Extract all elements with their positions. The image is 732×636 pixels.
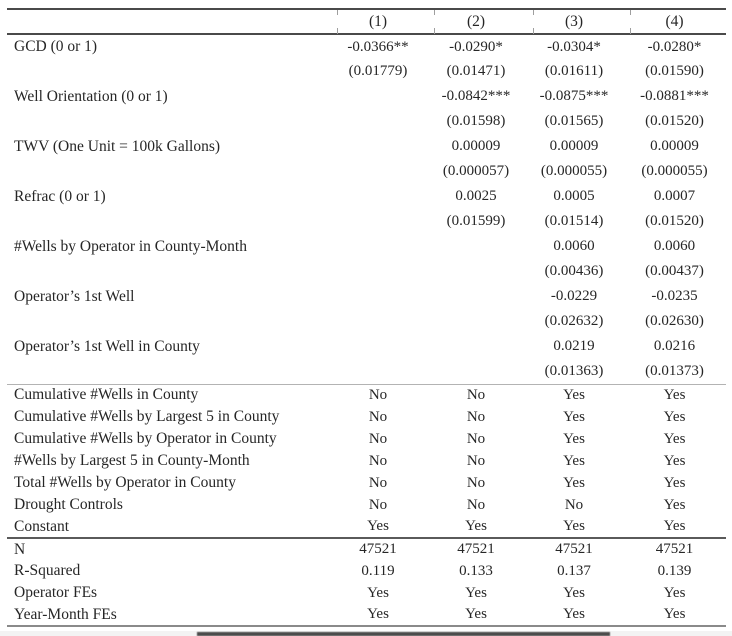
row-label-empty <box>7 109 329 134</box>
control-value-cell: No <box>466 430 486 447</box>
row-label: Cumulative #Wells by Largest 5 in County <box>14 408 280 425</box>
se-cell: (0.02630) <box>645 313 704 329</box>
se-cell: (0.01565) <box>544 113 604 129</box>
row-label-empty <box>7 309 329 334</box>
coef-cell <box>329 284 427 309</box>
control-value-cell: Yes <box>663 386 686 403</box>
row-label: Year-Month FEs <box>14 605 117 623</box>
control-row <box>7 494 726 516</box>
control-value-cell: No <box>368 452 388 469</box>
coef-cell: 0.0060 <box>653 238 696 254</box>
regression-results-table <box>7 8 726 627</box>
control-value-cell: Yes <box>663 496 686 513</box>
control-value-cell: Yes <box>663 518 686 534</box>
se-cell: (0.01514) <box>544 213 604 229</box>
stat-value-cell: Yes <box>563 584 585 601</box>
row-label-empty <box>7 359 329 384</box>
row-label: #Wells by Largest 5 in County-Month <box>14 452 250 469</box>
stat-value-cell: 0.119 <box>361 562 395 579</box>
col-header-4: (4) <box>665 12 684 30</box>
coef-row <box>7 84 726 109</box>
coef-cell: -0.0290* <box>449 38 503 55</box>
se-cell: (0.01611) <box>544 63 604 79</box>
row-label: Drought Controls <box>14 496 123 513</box>
se-row <box>7 159 726 184</box>
control-value-cell: Yes <box>663 474 686 491</box>
control-value-cell: Yes <box>563 452 585 469</box>
row-label: Operator’s 1st Well in County <box>14 337 200 355</box>
se-cell <box>329 259 427 284</box>
control-value-cell: No <box>368 496 388 513</box>
control-value-cell: No <box>466 408 486 425</box>
stat-value-cell: Yes <box>663 584 686 601</box>
stat-value-cell: 47521 <box>555 541 593 557</box>
stat-row <box>7 582 726 604</box>
row-label: Cumulative #Wells by Operator in County <box>14 430 277 447</box>
coef-cell: -0.0881*** <box>640 88 709 104</box>
row-label: Operator’s 1st Well <box>14 287 135 305</box>
header-label-cell <box>7 9 329 34</box>
coef-cell: 0.0007 <box>653 188 696 204</box>
stat-value-cell: Yes <box>367 606 389 622</box>
table-header-row <box>7 9 726 34</box>
coef-cell: 0.0060 <box>553 238 595 254</box>
stat-value-cell: Yes <box>663 606 686 622</box>
se-cell: (0.01590) <box>645 63 704 79</box>
coef-row <box>7 284 726 309</box>
se-cell <box>427 359 525 384</box>
control-value-cell: Yes <box>367 518 389 534</box>
se-cell <box>329 109 427 134</box>
control-value-cell: Yes <box>563 386 585 403</box>
row-label: N <box>14 540 26 558</box>
control-row <box>7 516 726 538</box>
cutoff-content-bar <box>197 632 610 636</box>
se-cell: (0.02632) <box>544 313 604 329</box>
coef-cell: -0.0366** <box>347 38 409 55</box>
stat-row <box>7 560 726 582</box>
coef-cell: -0.0229 <box>550 288 598 304</box>
column-tick <box>533 28 534 34</box>
coef-cell: -0.0842*** <box>441 88 511 104</box>
column-tick <box>630 10 631 15</box>
column-tick <box>434 10 435 15</box>
coef-cell: -0.0235 <box>651 288 698 304</box>
row-label: Total #Wells by Operator in County <box>14 474 236 491</box>
control-value-cell: No <box>368 386 388 403</box>
coef-cell: -0.0280* <box>647 38 702 55</box>
se-cell: (0.01779) <box>348 63 408 79</box>
row-label: Operator FEs <box>14 584 98 601</box>
stat-value-cell: 0.139 <box>657 562 692 579</box>
row-label: Refrac (0 or 1) <box>14 187 106 205</box>
row-label: Cumulative #Wells in County <box>14 386 199 404</box>
control-value-cell: Yes <box>563 408 585 425</box>
coef-row <box>7 334 726 359</box>
control-value-cell: No <box>466 496 486 513</box>
col-header-3: (3) <box>564 12 584 30</box>
coef-cell: 0.0005 <box>553 188 595 204</box>
coef-cell: -0.0875*** <box>539 88 609 104</box>
stat-value-cell: 47521 <box>655 541 694 557</box>
se-cell: (0.000055) <box>641 163 708 179</box>
row-label: GCD (0 or 1) <box>14 38 98 55</box>
se-cell: (0.01598) <box>446 113 506 129</box>
se-cell: (0.01471) <box>446 63 506 79</box>
se-row <box>7 359 726 384</box>
stat-value-cell: Yes <box>465 606 487 622</box>
control-value-cell: No <box>368 474 388 491</box>
se-row <box>7 59 726 84</box>
coef-row <box>7 34 726 59</box>
control-value-cell: No <box>564 496 584 513</box>
se-cell <box>427 259 525 284</box>
se-cell: (0.01599) <box>446 213 506 229</box>
column-tick <box>337 10 338 15</box>
stat-value-cell: Yes <box>465 584 487 601</box>
coef-cell: 0.0219 <box>553 338 595 354</box>
row-label: R-Squared <box>14 562 81 579</box>
se-cell: (0.00437) <box>645 263 704 279</box>
control-row <box>7 428 726 450</box>
stat-value-cell: 47521 <box>457 541 495 557</box>
column-tick <box>630 28 631 34</box>
control-row <box>7 406 726 428</box>
control-value-cell: Yes <box>465 518 487 534</box>
coef-cell: 0.0025 <box>455 188 497 204</box>
se-cell: (0.01363) <box>544 362 604 379</box>
coef-cell: 0.0216 <box>653 338 696 354</box>
control-row <box>7 472 726 494</box>
coef-cell <box>427 234 525 259</box>
control-value-cell: Yes <box>563 518 585 534</box>
row-label: Well Orientation (0 or 1) <box>14 87 168 105</box>
se-cell: (0.00436) <box>544 263 604 279</box>
stat-row <box>7 604 726 626</box>
coef-row <box>7 234 726 259</box>
coef-cell: 0.00009 <box>451 138 501 154</box>
control-value-cell: No <box>368 408 388 425</box>
coef-cell <box>329 84 427 109</box>
coef-row <box>7 184 726 209</box>
row-label: Constant <box>14 517 70 535</box>
control-value-cell: Yes <box>563 474 585 491</box>
se-cell <box>329 159 427 184</box>
se-cell <box>329 359 427 384</box>
stat-value-cell: Yes <box>367 584 389 601</box>
column-tick <box>337 28 338 34</box>
se-row <box>7 259 726 284</box>
se-cell <box>427 309 525 334</box>
control-value-cell: Yes <box>663 452 686 469</box>
control-value-cell: Yes <box>563 430 585 447</box>
stat-value-cell: 0.133 <box>459 562 493 579</box>
control-row <box>7 450 726 472</box>
coef-cell <box>329 234 427 259</box>
coef-cell: 0.00009 <box>650 138 699 154</box>
se-row <box>7 309 726 334</box>
coef-cell <box>427 334 525 359</box>
row-label-empty <box>7 259 329 284</box>
se-cell: (0.01373) <box>645 362 704 379</box>
coef-cell <box>329 334 427 359</box>
se-row <box>7 109 726 134</box>
coef-row <box>7 134 726 159</box>
control-value-cell: No <box>466 452 486 469</box>
control-value-cell: Yes <box>663 408 686 425</box>
se-cell <box>329 309 427 334</box>
se-cell: (0.01520) <box>645 213 704 229</box>
control-value-cell: Yes <box>663 430 686 447</box>
se-cell: (0.000057) <box>442 163 510 179</box>
col-header-2: (2) <box>466 12 486 30</box>
control-value-cell: No <box>466 386 486 403</box>
row-label-empty <box>7 59 329 84</box>
coef-cell: -0.0304* <box>547 38 601 55</box>
column-tick <box>533 10 534 15</box>
row-label-empty <box>7 159 329 184</box>
column-tick <box>434 28 435 34</box>
coef-cell: 0.00009 <box>549 138 599 154</box>
control-value-cell: No <box>368 430 388 447</box>
stat-row <box>7 538 726 560</box>
coef-cell <box>329 134 427 159</box>
row-label: TWV (One Unit = 100k Gallons) <box>14 137 221 155</box>
se-row <box>7 209 726 234</box>
col-header-1: (1) <box>368 12 388 30</box>
control-row <box>7 384 726 406</box>
row-label: #Wells by Operator in County-Month <box>14 237 247 255</box>
se-cell <box>329 209 427 234</box>
stat-value-cell: 47521 <box>359 541 397 557</box>
se-cell: (0.000055) <box>540 163 608 179</box>
row-label-empty <box>7 209 329 234</box>
control-value-cell: No <box>466 474 486 491</box>
coef-cell <box>329 184 427 209</box>
coef-cell <box>427 284 525 309</box>
stat-value-cell: Yes <box>563 606 585 622</box>
stat-value-cell: 0.137 <box>557 562 591 579</box>
se-cell: (0.01520) <box>645 113 704 129</box>
